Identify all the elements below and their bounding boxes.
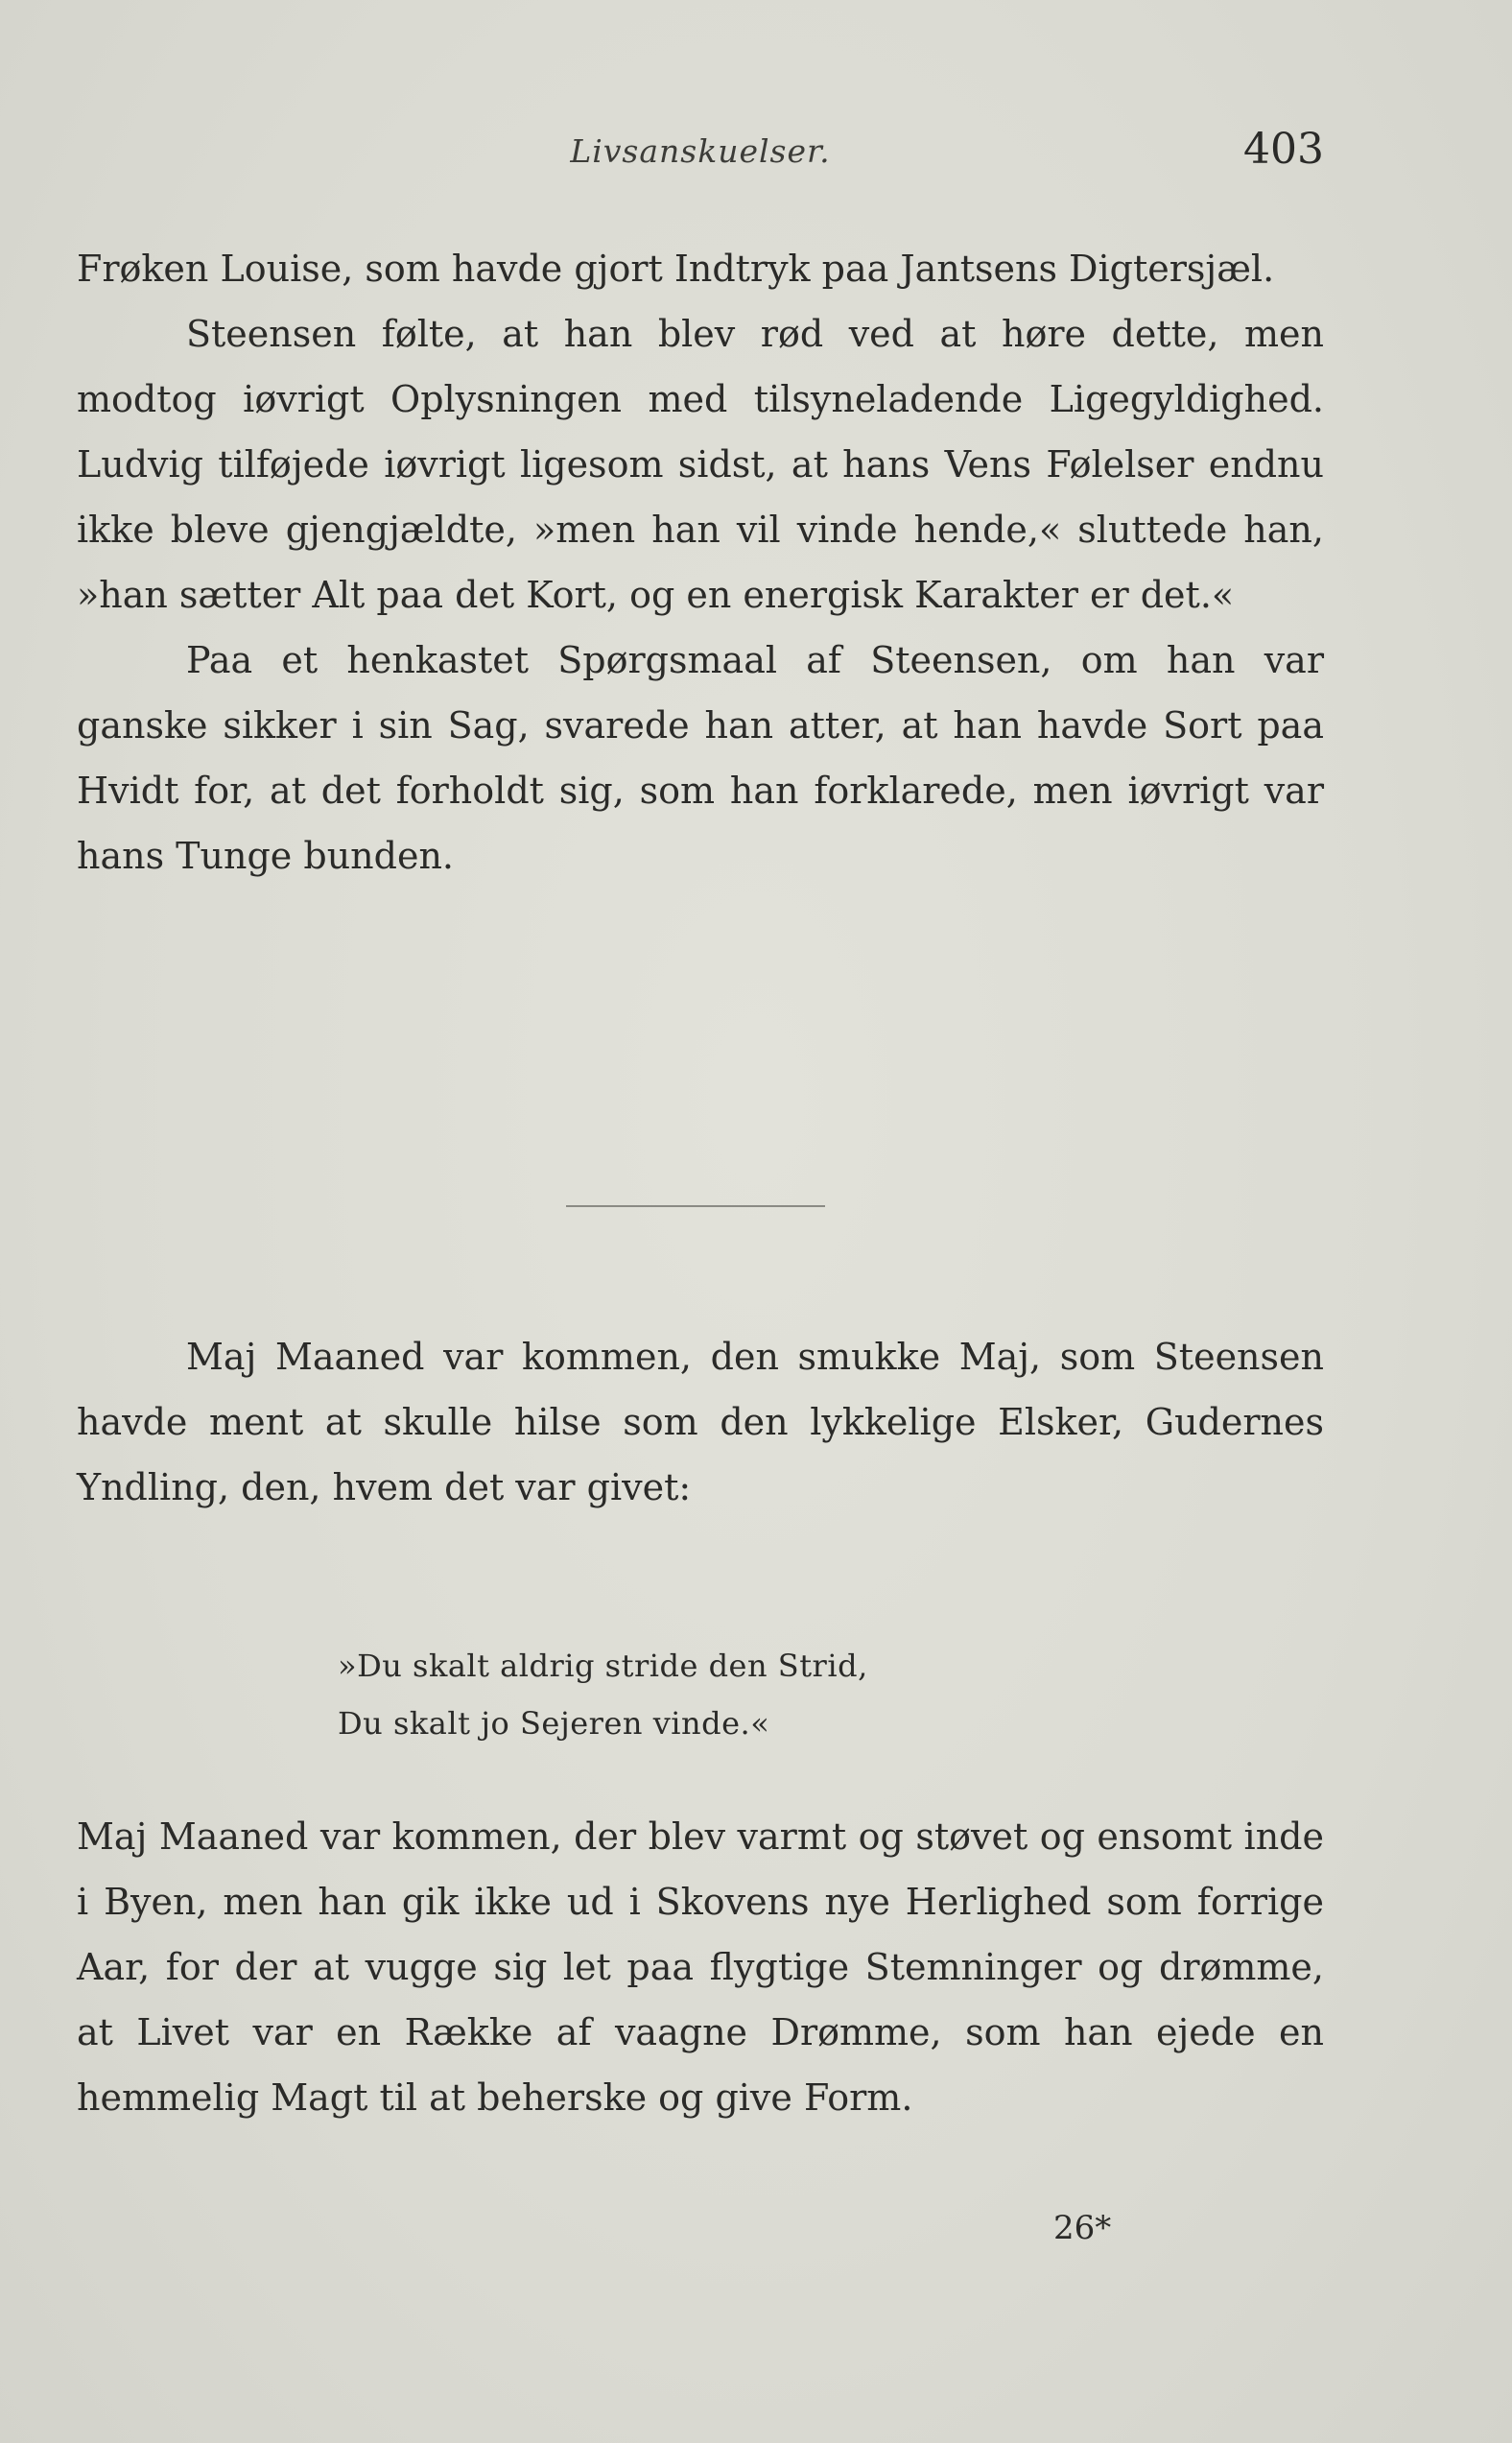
paragraph-may-month: Maj Maaned var kommen, den smukke Maj, som Steensen havde ment at skulle hilse som den lykkelige Elsker, Gudernes Yndling, den, hvem det var givet: [77, 1336, 1324, 1508]
signature-mark: 26* [1053, 2209, 1112, 2247]
paragraph-may-city: Maj Maaned var kommen, der blev varmt og støvet og ensomt inde i Byen, men han gik ikke ud i Skovens nye Herlighed som forrige Aar, for der at vugge sig let paa flygtige Stemninger og drømme, at Livet var en Række af vaagne Drømme, som han ejede en hemmelig Magt til at beherske og give Form. [77, 1815, 1324, 2119]
page-number: 403 [1243, 125, 1324, 174]
running-title: Livsanskuelser. [570, 132, 831, 170]
running-head [77, 125, 1324, 182]
verse-line: Du skalt jo Sejeren vinde.« [338, 1705, 770, 1742]
paragraph-continuation: Frøken Louise, som havde gjort Indtryk paa Jantsens Digtersjæl. [77, 248, 1275, 290]
text-block-bottom [77, 1804, 1324, 2130]
section-divider [566, 1205, 825, 1207]
verse-line: »Du skalt aldrig stride den Strid, [338, 1648, 868, 1684]
paragraph-steensen-blushes: Steensen følte, at han blev rød ved at høre dette, men modtog iøvrigt Oplysningen med tilsyneladende Ligegyldighed. Ludvig tilføjede iøvrigt ligesom sidst, at hans Vens Følelser endnu ikke bleve gjengjældte, »men han vil vinde hende,« sluttede han, »han sætter Alt paa det Kort, og en energisk Karakter er det.« [77, 313, 1324, 616]
text-block-middle [77, 1324, 1324, 1520]
text-block-top [77, 236, 1324, 889]
verse-quote [338, 1637, 868, 1752]
paragraph-question: Paa et henkastet Spørgsmaal af Steensen, om han var ganske sikker i sin Sag, svarede han atter, at han havde Sort paa Hvidt for, at det forholdt sig, som han forklarede, men iøvrigt var hans Tunge bunden. [77, 639, 1324, 877]
